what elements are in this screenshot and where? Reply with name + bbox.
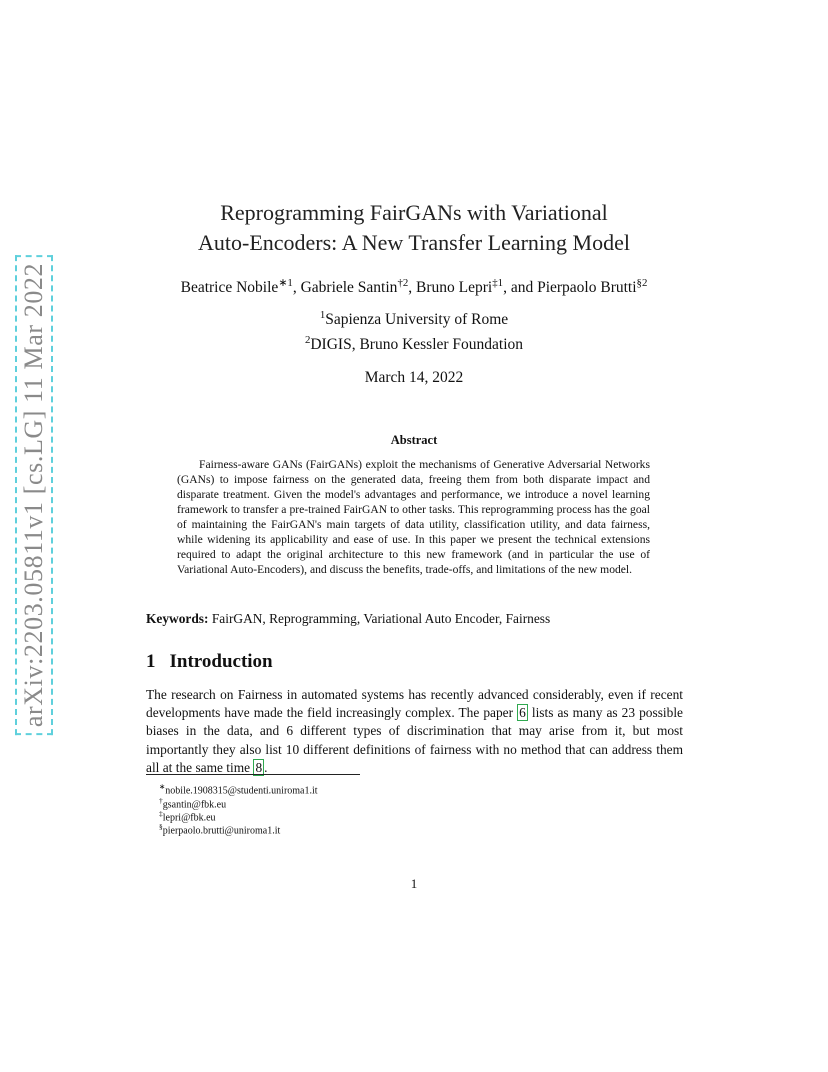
paragraph-text: . (264, 759, 268, 775)
abstract-text: Fairness-aware GANs (FairGANs) exploit the mechanisms of Generative Adversarial Networks (GANs) to impose fairness on the generated data, freeing them from both disparate impact and disparate treatment. Given the model's advantages and performance, we introduce a novel learning framework to transfer a pre-trained FairGAN to other tasks. This reprogramming process has the goal of maintaining the FairGAN's main targets of data utility, classification utility, and data fairness, while widening its applicability and ease of use. In this paper we present the technical extensions required to adapt the original architecture to this new framework (and in particular the use of Variational Auto-Encoders), and discuss the benefits, trade-offs, and limitations of the new model. (177, 458, 650, 576)
affiliation-name: Sapienza University of Rome (325, 311, 509, 329)
author-name: , Bruno Lepri (408, 279, 493, 297)
keywords-list: FairGAN, Reprogramming, Variational Auto Encoder, Fairness (208, 611, 551, 626)
arxiv-stamp[interactable]: arXiv:2203.05811v1 [cs.LG] 11 Mar 2022 (15, 255, 53, 735)
footnote-email: gsantin@fbk.eu (162, 799, 227, 811)
author-mark: ∗1 (278, 277, 293, 289)
footnote-mark: § (159, 822, 163, 831)
section-number: 1 (146, 651, 156, 672)
footnote-email: lepri@fbk.eu (162, 812, 216, 824)
keywords-label: Keywords: (146, 611, 209, 626)
footnote-mark: ‡ (159, 809, 163, 818)
affiliation-name: DIGIS, Bruno Kessler Foundation (310, 336, 524, 354)
affiliation-2 (0, 330, 828, 355)
footnote-mark: ∗ (159, 782, 166, 791)
affiliation-1 (0, 305, 828, 330)
author-name: , and Pierpaolo Brutti (503, 279, 637, 297)
footnote-email: pierpaolo.brutti@uniroma1.it (162, 825, 281, 837)
section-title: Introduction (169, 651, 273, 672)
footnote-rule (146, 774, 360, 775)
citation-link[interactable]: 8 (255, 759, 263, 775)
author-list (0, 272, 828, 299)
keywords (146, 611, 550, 627)
page-number: 1 (410, 876, 418, 891)
paragraph-text: lists as many as 23 possible biases in the data, and 6 different types of discrimination that may arise from it, but most importantly they also list 10 different definitions of fairness with no method that can address them all at the same time (146, 705, 683, 775)
author-name: , Gabriele Santin (292, 279, 398, 297)
affiliation-mark: 2 (304, 334, 311, 347)
author-mark: †2 (397, 277, 409, 289)
footnote-mark: † (159, 796, 163, 805)
author-name: Beatrice Nobile (180, 279, 279, 297)
paper-date: March 14, 2022 (364, 369, 464, 386)
title-line-1: Reprogramming FairGANs with Variational (220, 200, 608, 225)
intro-paragraph (146, 686, 683, 777)
citation-link[interactable]: 6 (519, 705, 526, 721)
affiliations (0, 305, 828, 355)
footnote (159, 820, 280, 837)
abstract-heading: Abstract (390, 433, 438, 447)
author-mark: ‡1 (492, 277, 504, 289)
affiliation-mark: 1 (319, 309, 326, 321)
paper-title (0, 198, 828, 258)
paragraph-text: The research on Fairness in automated systems has recently advanced considerably, even if recent developments have made the field increasingly complex. The paper (146, 687, 683, 721)
author-mark: §2 (636, 277, 648, 289)
footnote-email: nobile.1908315@studenti.uniroma1.it (165, 785, 318, 797)
title-line-2: Auto-Encoders: A New Transfer Learning Model (198, 230, 630, 255)
section-heading (146, 651, 273, 673)
